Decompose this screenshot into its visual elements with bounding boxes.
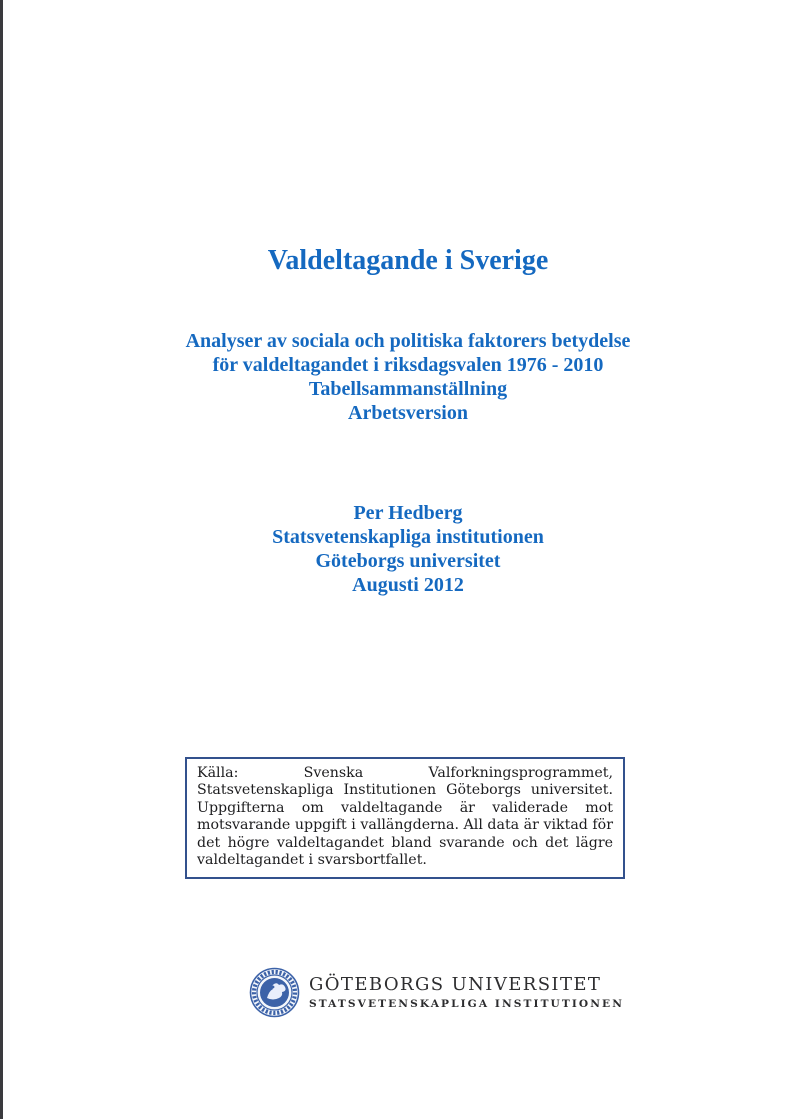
subtitle-line: Analyser av sociala och politiska faktorers betydelse bbox=[185, 330, 631, 352]
author-department: Statsvetenskapliga institutionen bbox=[272, 526, 544, 548]
subtitle-line: Tabellsammanställning bbox=[308, 378, 508, 400]
university-name: GÖTEBORGS UNIVERSITET bbox=[309, 974, 602, 995]
university-wordmark bbox=[309, 974, 624, 1011]
scan-edge-artifact bbox=[0, 0, 3, 1119]
document-date: Augusti 2012 bbox=[352, 574, 464, 596]
author-block bbox=[22, 501, 794, 597]
author-name: Per Hedberg bbox=[353, 502, 463, 524]
university-department: STATSVETENSKAPLIGA INSTITUTIONEN bbox=[309, 998, 624, 1010]
document-subtitle bbox=[22, 329, 794, 425]
subtitle-line: Arbetsversion bbox=[348, 402, 468, 424]
university-seal-icon bbox=[249, 967, 300, 1018]
subtitle-line: för valdeltagandet i riksdagsvalen 1976 - 2010 bbox=[212, 354, 604, 376]
university-logo bbox=[249, 967, 624, 1018]
author-university: Göteborgs universitet bbox=[315, 550, 501, 572]
source-note-box bbox=[185, 757, 625, 879]
document-title: Valdeltagande i Sverige bbox=[267, 245, 549, 276]
source-note-text: Källa: Svenska Valforkningsprogrammet, Statsvetenskapliga Institutionen Göteborgs universitet. Uppgifterna om valdeltagande är validerade mot motsvarande uppgift i vallängderna. All data är viktad för det högre valdeltagandet bland svarande och det lägre valdeltagandet i svarsbortfallet. bbox=[197, 765, 613, 869]
